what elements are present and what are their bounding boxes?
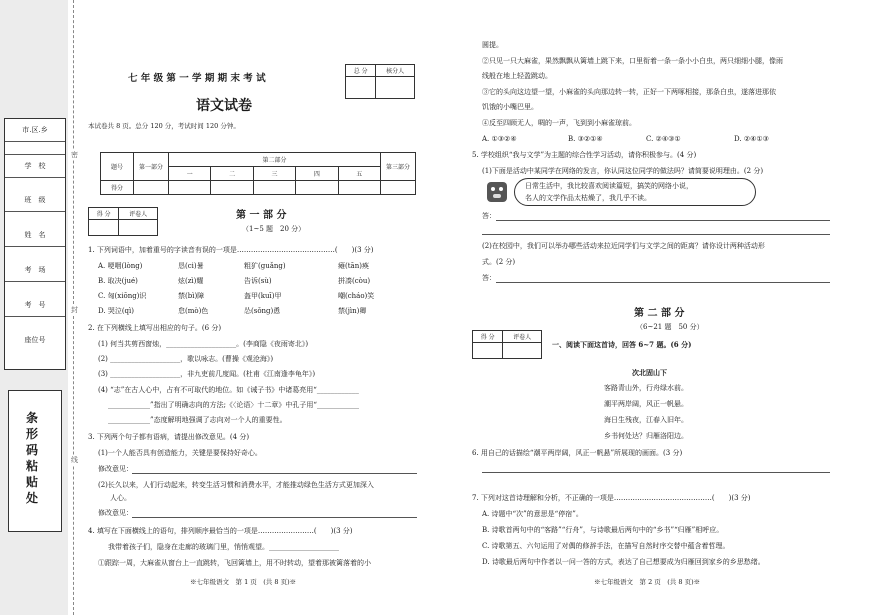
seal-char-feng: 封 bbox=[71, 306, 78, 314]
total-score-box bbox=[345, 64, 415, 99]
total-score-label: 总 分 bbox=[346, 65, 376, 77]
q6-stem: 6. 用自己的话描绘“潮平两岸阔，风正一帆悬”所展现的画面。(3 分) bbox=[472, 449, 683, 457]
page1-footer: ※七年级语文 第 1 页 (共 8 页)※ bbox=[190, 578, 297, 586]
q5-stem: 5. 学校组织“我与文学”为主题的综合性学习活动，请你积极参与。(4 分) bbox=[472, 151, 697, 159]
info-label-district: 市.区.乡 bbox=[5, 119, 65, 142]
part1-subtitle: （1~5 题 20 分） bbox=[242, 225, 306, 233]
subject-title: 语文试卷 bbox=[196, 98, 252, 114]
q7-stem: 7. 下列对这首诗理解和分析，不正确的一项是……………………………………( )(3 分) bbox=[472, 494, 751, 502]
q1-stem: 1. 下列词语中，加着重号的字读音有误的一项是……………………………………( )(3 分) bbox=[88, 246, 374, 254]
q2-stem: 2. 在下列横线上填写出相应的句子。(6 分) bbox=[88, 324, 222, 332]
part2-subtitle: （6~21 题 50 分） bbox=[636, 323, 704, 331]
poem-title: 次北固山下 bbox=[632, 368, 667, 377]
student-info-box bbox=[4, 118, 66, 370]
exam-note: 本试卷共 8 页。总分 120 分，考试时间 120 分钟。 bbox=[88, 122, 240, 130]
info-label-exam-room: 考 场 bbox=[5, 259, 65, 282]
info-label-school: 学 校 bbox=[5, 154, 65, 178]
q3-stem: 3. 下列两个句子都有语病，请提出修改意见。(4 分) bbox=[88, 433, 250, 441]
part2-scorer-box: 得 分 评卷人 bbox=[472, 330, 542, 359]
barcode-label: 条形码粘贴处 bbox=[26, 411, 39, 505]
info-label-exam-number: 考 号 bbox=[5, 294, 65, 317]
info-label-name: 姓 名 bbox=[5, 224, 65, 247]
exam-title: 七 年 级 第 一 学 期 期 末 考 试 bbox=[128, 73, 266, 84]
score-table-header: 题号 bbox=[101, 153, 134, 181]
score-table: 题号 第一部分 第二部分 第三部分 一 二 三 四 五 得分 bbox=[100, 152, 416, 195]
student-avatar-icon bbox=[487, 182, 507, 202]
checker-label: 核分人 bbox=[376, 65, 415, 77]
page2-footer: ※七年级语文 第 2 页 (共 8 页)※ bbox=[594, 578, 701, 586]
seal-char-xian: 线 bbox=[71, 456, 78, 464]
q4-stem: 4. 填写在下面横线上的语句，排列顺序最恰当的一项是……………………( )(3 分) bbox=[88, 527, 353, 535]
info-label-class: 班 级 bbox=[5, 189, 65, 212]
part2-title: 第 二 部 分 bbox=[634, 308, 685, 319]
info-label-seat: 座位号 bbox=[24, 336, 46, 344]
seal-char-mi: 密 bbox=[71, 151, 78, 159]
reading-section-title: 一、阅读下面这首诗，回答 6~7 题。(6 分) bbox=[552, 340, 692, 349]
part1-scorer-box: 得 分 评卷人 bbox=[88, 207, 158, 236]
part1-title: 第 一 部 分 bbox=[236, 210, 287, 221]
